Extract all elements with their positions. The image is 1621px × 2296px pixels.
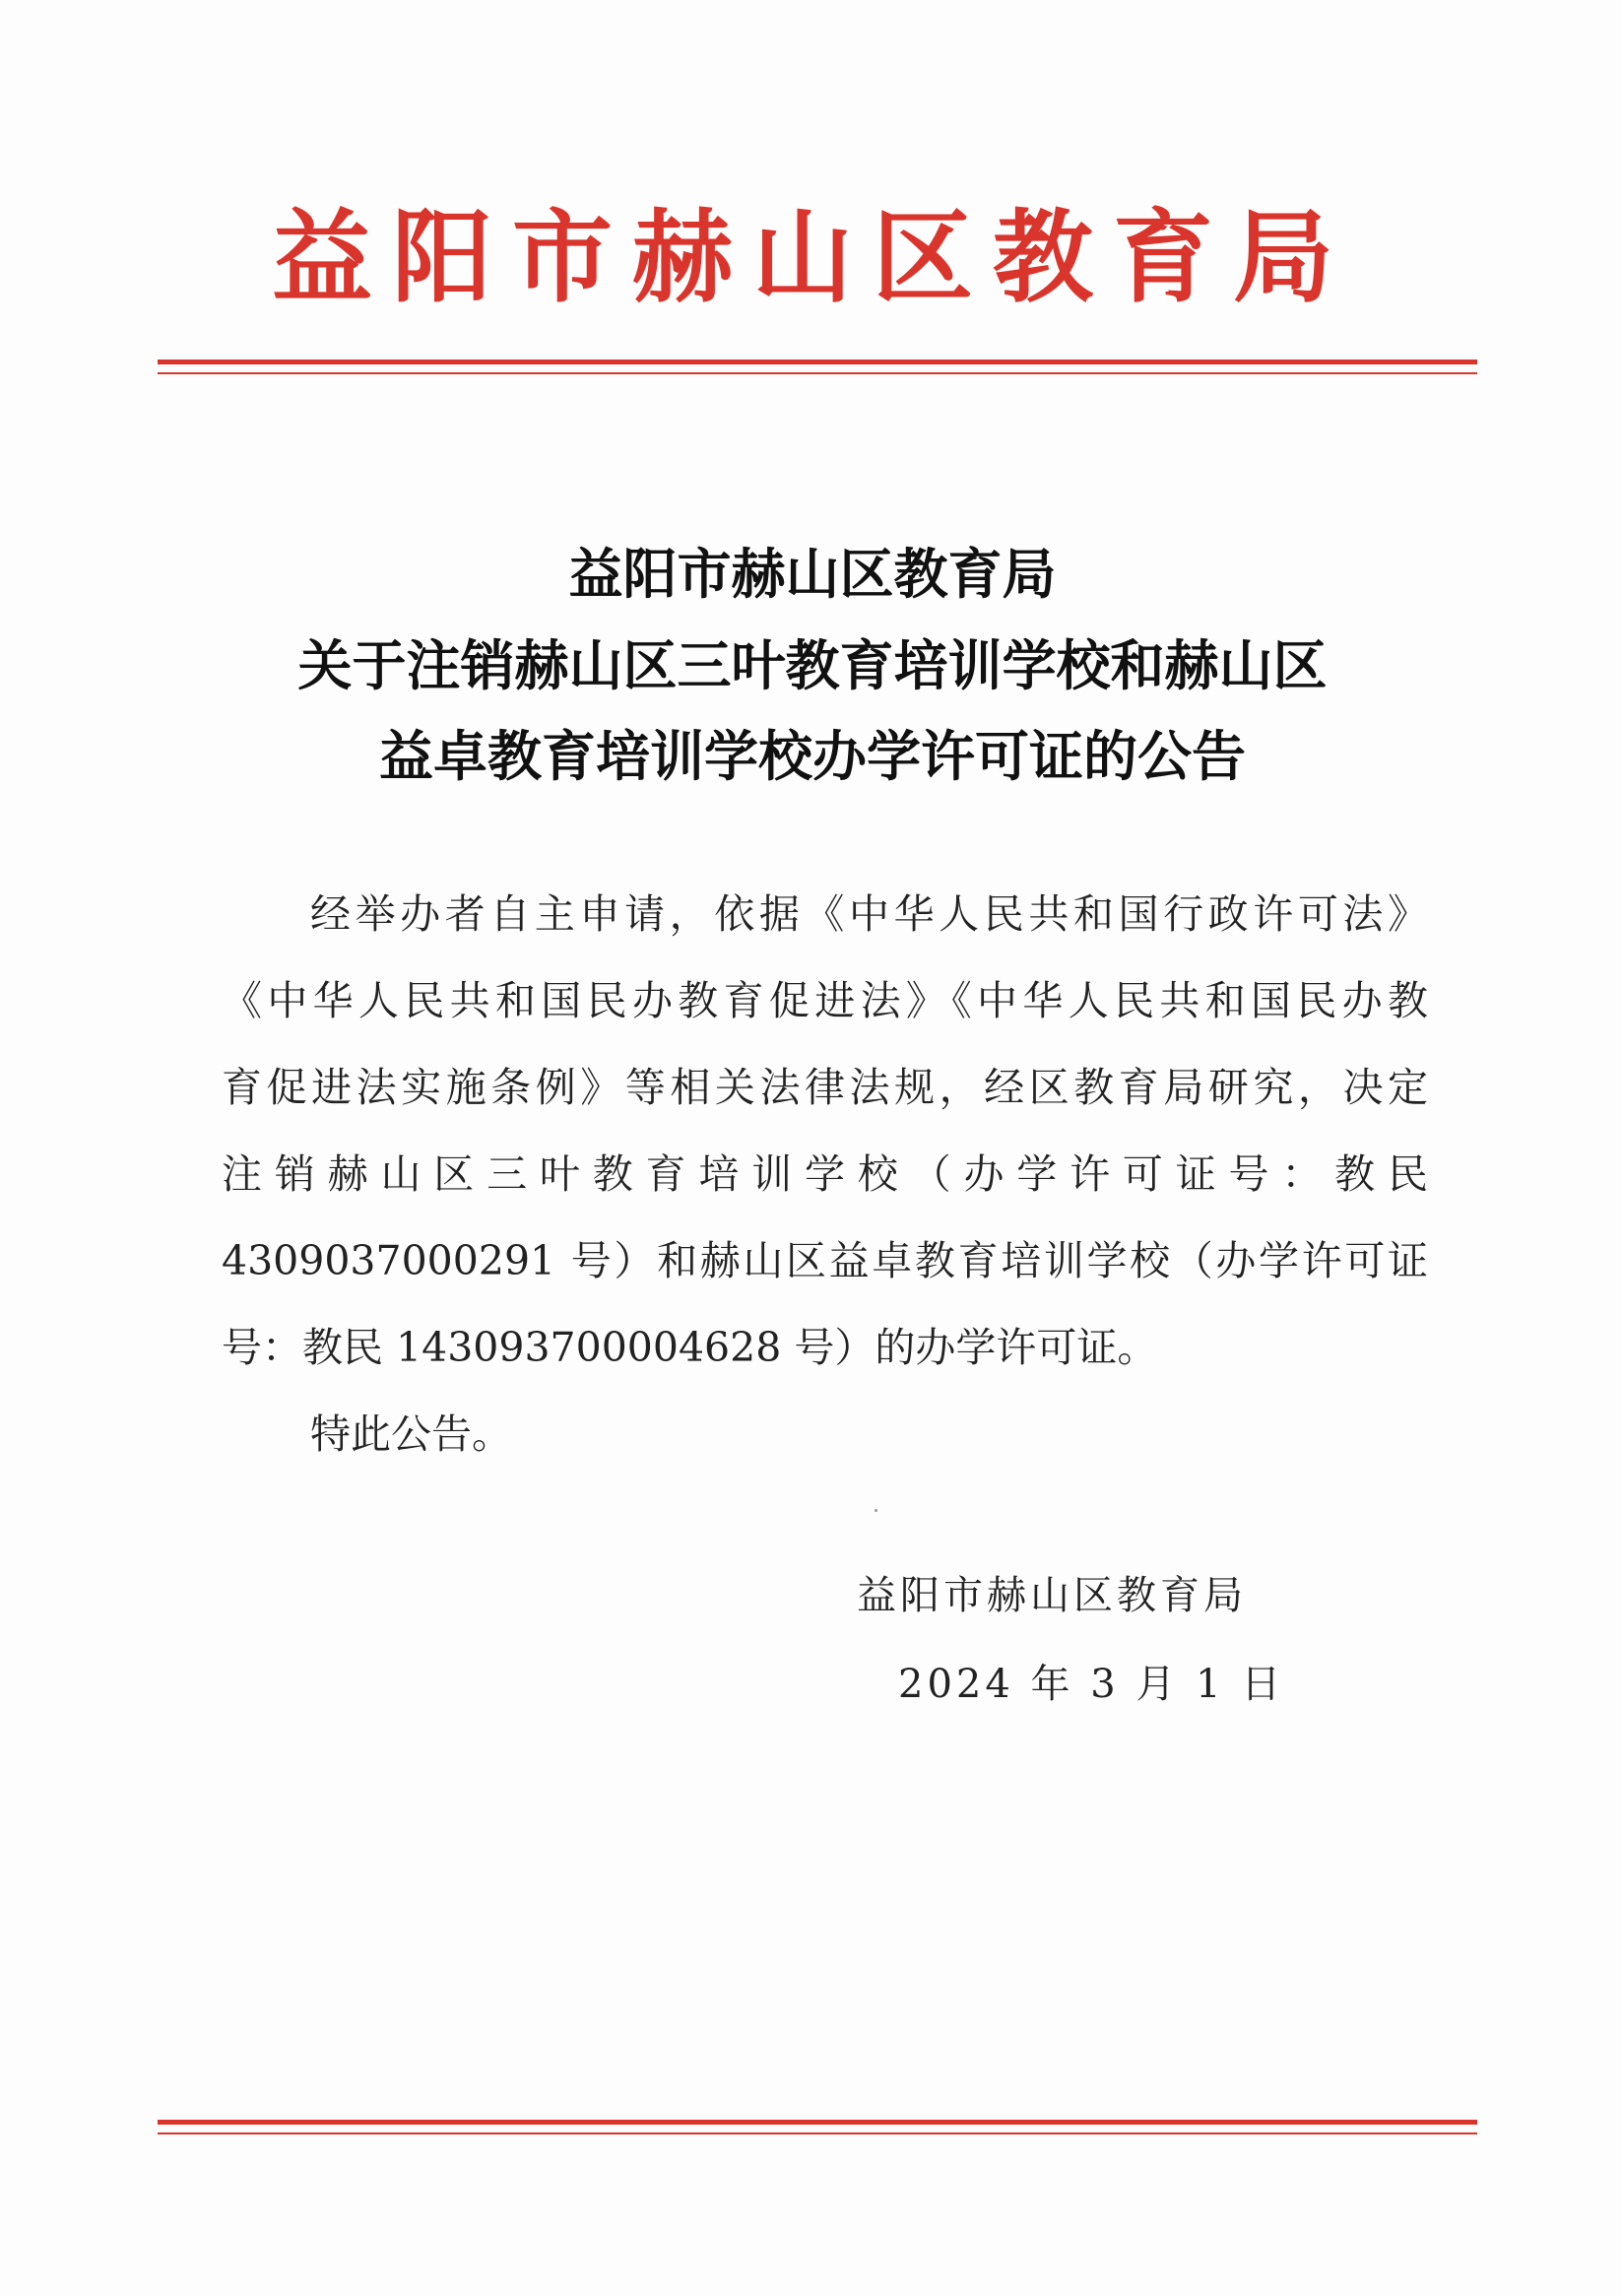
body-paragraph-line: 4309037000291 号）和赫山区益卓教育培训学校（办学许可证 xyxy=(222,1237,1428,1284)
signature-date: 2024 年 3 月 1 日 xyxy=(898,1662,1285,1707)
scan-speck xyxy=(875,1509,877,1512)
footer-rule-thin xyxy=(158,2132,1477,2134)
body-paragraph-line: 注销赫山区三叶教育培训学校（办学许可证号：教民 xyxy=(222,1150,1428,1198)
document-title-line-3: 益卓教育培训学校办学许可证的公告 xyxy=(378,724,1246,788)
letterhead-title: 益阳市赫山区教育局 xyxy=(272,200,1353,317)
closing-line: 特此公告。 xyxy=(310,1410,512,1458)
body-paragraph-line: 育促进法实施条例》等相关法律法规，经区教育局研究，决定 xyxy=(222,1064,1428,1111)
letterhead-rule-thick xyxy=(158,360,1477,364)
document-title-line-1: 益阳市赫山区教育局 xyxy=(568,542,1057,606)
body-paragraph-line: 经举办者自主申请，依据《中华人民共和国行政许可法》 xyxy=(310,890,1428,938)
signature-org: 益阳市赫山区教育局 xyxy=(857,1573,1247,1618)
body-paragraph-line: 《中华人民共和国民办教育促进法》《中华人民共和国民办教 xyxy=(222,977,1428,1024)
letterhead-rule-thin xyxy=(158,372,1477,374)
footer-rule-thick xyxy=(158,2120,1477,2125)
body-paragraph-line: 号：教民 143093700004628 号）的办学许可证。 xyxy=(222,1324,1158,1371)
document-title-line-2: 关于注销赫山区三叶教育培训学校和赫山区 xyxy=(297,633,1328,697)
